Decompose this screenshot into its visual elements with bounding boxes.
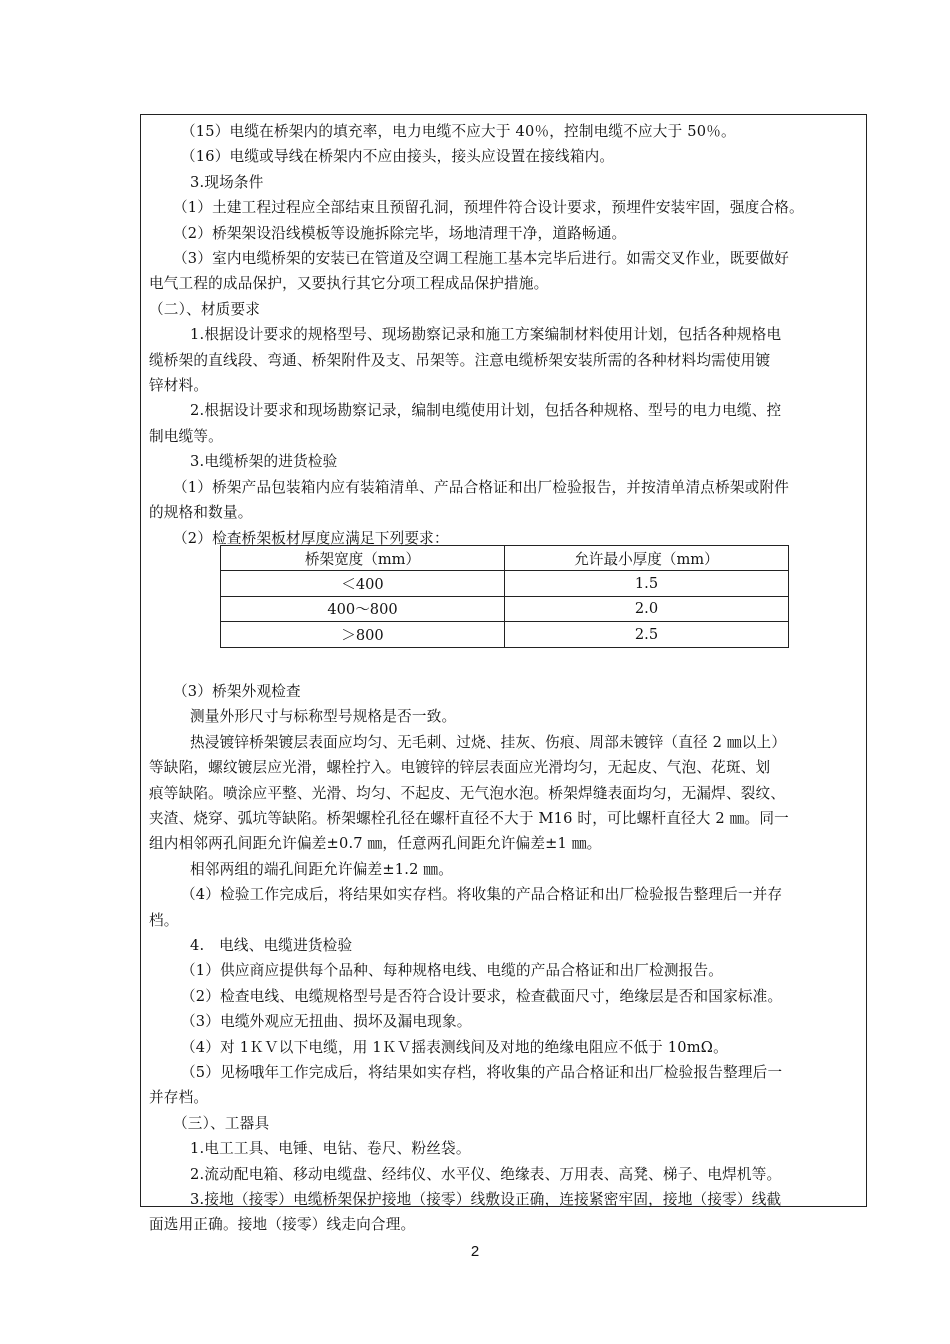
text-line: （3）电缆外观应无扭曲、损坏及漏电现象。 bbox=[181, 1013, 472, 1031]
table-header-thickness: 允许最小厚度（mm） bbox=[505, 546, 789, 571]
text-line: 3.电缆桥架的进货检验 bbox=[190, 453, 338, 471]
text-line: 1.电工工具、电锤、电钻、卷尺、粉丝袋。 bbox=[190, 1140, 471, 1158]
text-line: 档。 bbox=[149, 911, 179, 929]
text-line: 测量外形尺寸与标称型号规格是否一致。 bbox=[190, 708, 457, 726]
text-line: （1）桥架产品包装箱内应有装箱清单、产品合格证和出厂检验报告，并按清单清点桥架或附件 bbox=[173, 478, 790, 496]
text-line: 制电缆等。 bbox=[149, 427, 223, 445]
text-line: 2.流动配电箱、移动电缆盘、经纬仪、水平仪、绝缘表、万用表、高凳、梯子、电焊机等。 bbox=[190, 1165, 782, 1183]
table-cell: 2.5 bbox=[505, 622, 789, 647]
thickness-table bbox=[220, 545, 789, 648]
text-line: （三）、工器具 bbox=[173, 1114, 270, 1132]
table-cell: 400～800 bbox=[221, 596, 505, 621]
text-line: （3）桥架外观检查 bbox=[173, 682, 301, 700]
text-line: 4. 电线、电缆进货检验 bbox=[190, 936, 353, 954]
text-line: （15）电缆在桥架内的填充率，电力电缆不应大于 40％，控制电缆不应大于 50％。 bbox=[181, 123, 736, 140]
text-line: （5）见杨哦年工作完成后，将结果如实存档，将收集的产品合格证和出厂检验报告整理后一 bbox=[181, 1064, 783, 1081]
text-line: （1）供应商应提供每个品种、每种规格电线、电缆的产品合格证和出厂检测报告。 bbox=[181, 962, 724, 980]
text-line: 面选用正确。接地（接零）线走向合理。 bbox=[149, 1216, 416, 1234]
text-line: （4）检验工作完成后，将结果如实存档。将收集的产品合格证和出厂检验报告整理后一并存 bbox=[181, 886, 783, 904]
text-line: 锌材料。 bbox=[149, 377, 209, 395]
table-header-width: 桥架宽度（mm） bbox=[221, 546, 505, 571]
text-line: 3.现场条件 bbox=[190, 173, 264, 191]
table-cell: 2.0 bbox=[505, 596, 789, 621]
table-cell: 1.5 bbox=[505, 571, 789, 596]
text-line: 缆桥架的直线段、弯通、桥架附件及支、吊架等。注意电缆桥架安装所需的各种材料均需使用镀 bbox=[149, 351, 771, 369]
text-line: 热浸镀锌桥架镀层表面应均匀、无毛刺、过烧、挂灰、伤痕、周部未镀锌（直径 2 ㎜以上） bbox=[190, 733, 787, 751]
table-cell: ＞800 bbox=[221, 622, 505, 647]
text-line: （二）、材质要求 bbox=[149, 300, 261, 318]
table-row bbox=[221, 622, 789, 647]
text-line: 相邻两组的端孔间距允许偏差±1.2 ㎜。 bbox=[190, 860, 453, 878]
text-block-top bbox=[149, 119, 858, 551]
text-line: 并存档。 bbox=[149, 1089, 209, 1107]
text-line: （2）桥架架设沿线模板等设施拆除完毕，场地清理干净，道路畅通。 bbox=[173, 224, 627, 242]
text-line: 2.根据设计要求和现场勘察记录，编制电缆使用计划，包括各种规格、型号的电力电缆、控 bbox=[190, 402, 782, 420]
text-block-bottom bbox=[149, 679, 858, 1238]
document-frame bbox=[140, 114, 867, 1234]
document-body bbox=[149, 119, 858, 1238]
text-line: （4）对 1ＫＶ以下电缆，用 1ＫＶ摇表测线间及对地的绝缘电阻应不低于 10mΩ。 bbox=[181, 1038, 728, 1056]
text-line: （2）检查桥架板材厚度应满足下列要求： bbox=[173, 529, 449, 547]
text-line: 3.接地（接零）电缆桥架保护接地（接零）线敷设正确，连接紧密牢固，接地（接零）线截 bbox=[190, 1191, 782, 1209]
text-line: （3）室内电缆桥架的安装已在管道及空调工程施工基本完毕后进行。如需交叉作业，既要做好 bbox=[173, 250, 790, 268]
text-line: 电气工程的成品保护，又要执行其它分项工程成品保护措施。 bbox=[149, 275, 549, 293]
text-line: （2）检查电线、电缆规格型号是否符合设计要求，检查截面尺寸，绝缘层是否和国家标准。 bbox=[181, 987, 783, 1005]
page-number: 2 bbox=[470, 1243, 480, 1260]
text-line: （16）电缆或导线在桥架内不应由接头，接头应设置在接线箱内。 bbox=[181, 148, 615, 166]
table-header-row bbox=[221, 546, 789, 571]
table-row bbox=[221, 571, 789, 596]
text-line: 组内相邻两孔间距允许偏差±0.7 ㎜，任意两孔间距允许偏差±1 ㎜。 bbox=[149, 835, 602, 853]
table-cell: ＜400 bbox=[221, 571, 505, 596]
text-line: 1.根据设计要求的规格型号、现场勘察记录和施工方案编制材料使用计划，包括各种规格电 bbox=[190, 326, 782, 344]
text-line: 的规格和数量。 bbox=[149, 504, 253, 522]
text-line: 痕等缺陷。喷涂应平整、光滑、均匀、不起皮、无气泡水泡。桥架焊缝表面均匀，无漏焊、裂纹、 bbox=[149, 784, 786, 802]
text-line: 夹渣、烧穿、弧坑等缺陷。桥架螺栓孔径在螺杆直径不大于 M16 时，可比螺杆直径大 2 ㎜。同一 bbox=[149, 809, 789, 827]
text-line: 等缺陷，螺纹镀层应光滑，螺栓拧入。电镀锌的锌层表面应光滑均匀，无起皮、气泡、花斑、划 bbox=[149, 759, 771, 777]
table-row bbox=[221, 596, 789, 621]
text-line: （1）土建工程过程应全部结束且预留孔洞，预埋件符合设计要求，预埋件安装牢固，强度合格。 bbox=[173, 199, 804, 217]
